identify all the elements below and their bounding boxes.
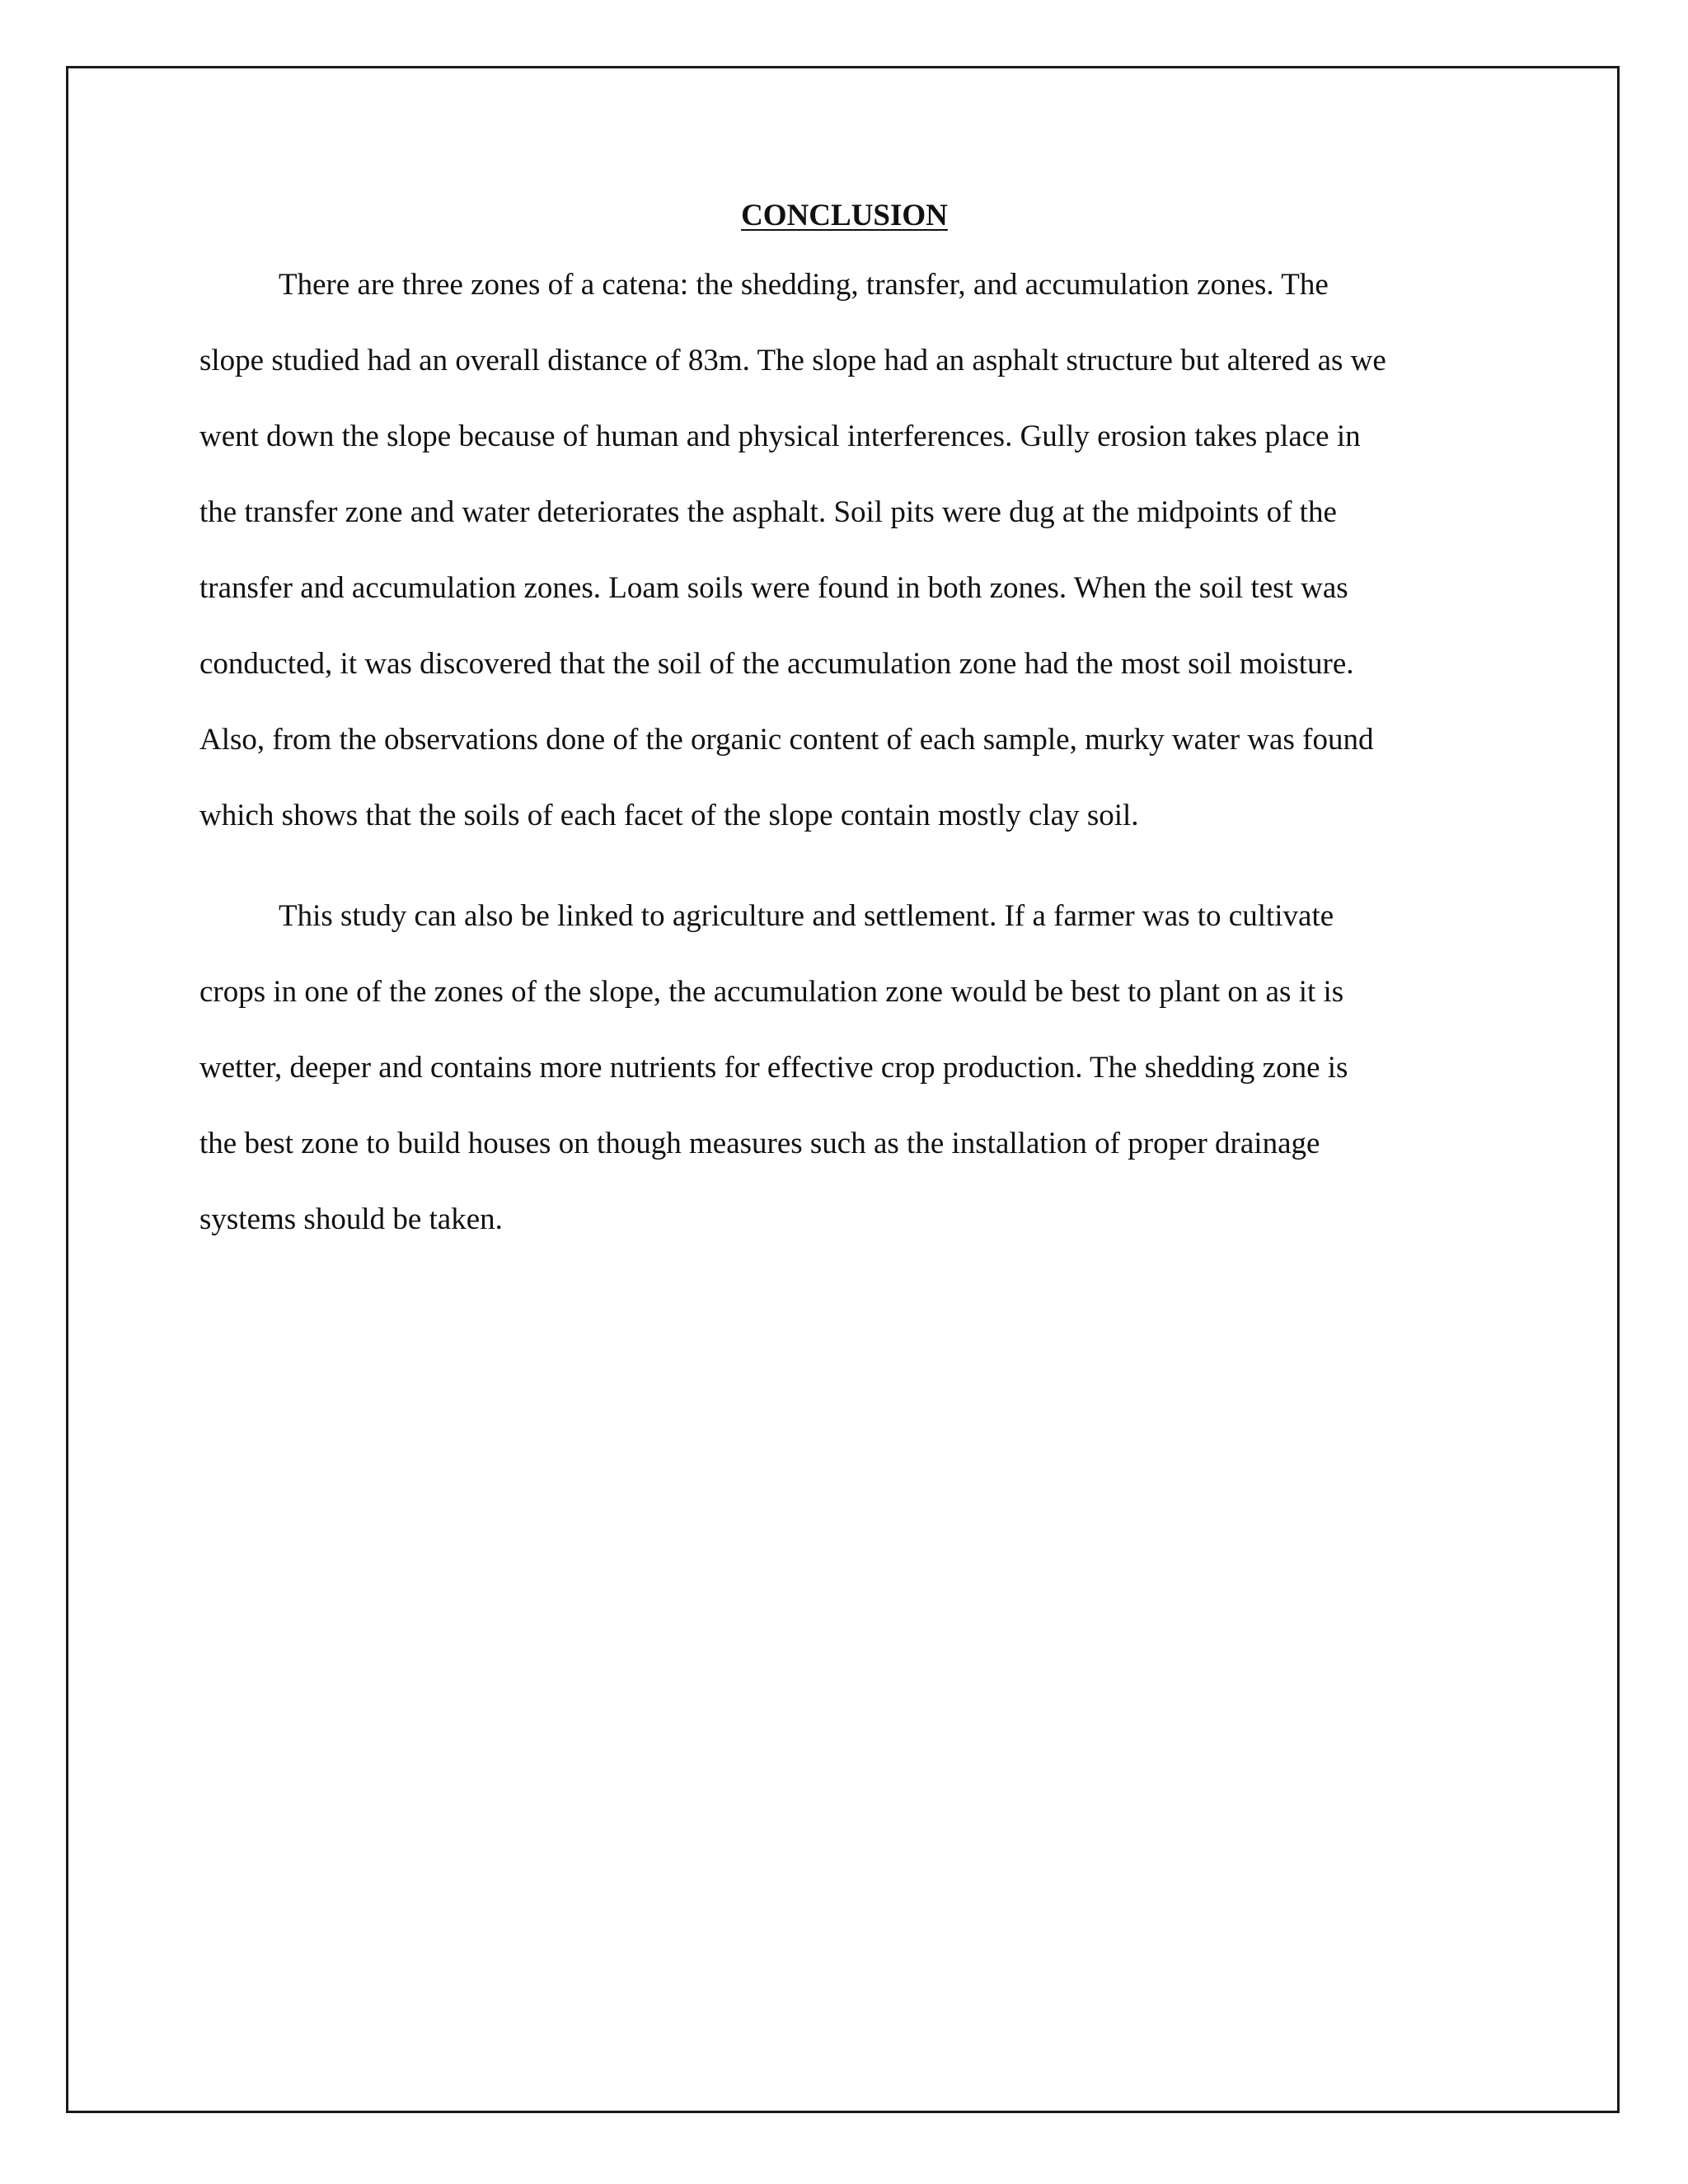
paragraph-line: Also, from the observations done of the organic content of each sample, murky water was found bbox=[199, 723, 1374, 757]
paragraph-line: crops in one of the zones of the slope, the accumulation zone would be best to plant on as it is bbox=[199, 975, 1344, 1009]
paragraph-line: wetter, deeper and contains more nutrients for effective crop production. The shedding zone is bbox=[199, 1051, 1348, 1085]
paragraph-spacer bbox=[199, 854, 1489, 879]
paragraph-line: systems should be taken. bbox=[199, 1202, 503, 1236]
paragraph-2 bbox=[199, 879, 1489, 1258]
paragraph-line: which shows that the soils of each facet of the slope contain mostly clay soil. bbox=[199, 799, 1139, 832]
paragraph-line: went down the slope because of human and physical interferences. Gully erosion takes place in bbox=[199, 419, 1361, 453]
document-body bbox=[199, 196, 1489, 1258]
paragraph-line: conducted, it was discovered that the soil of the accumulation zone had the most soil moisture. bbox=[199, 647, 1354, 681]
paragraph-line: slope studied had an overall distance of 83m. The slope had an asphalt structure but altered as we bbox=[199, 344, 1386, 377]
paragraph-line: transfer and accumulation zones. Loam soils were found in both zones. When the soil test was bbox=[199, 571, 1348, 605]
paragraph-line: the best zone to build houses on though measures such as the installation of proper drainage bbox=[199, 1127, 1320, 1160]
document-title: CONCLUSION bbox=[741, 199, 948, 232]
paragraph-line: There are three zones of a catena: the shedding, transfer, and accumulation zones. The bbox=[279, 268, 1329, 302]
paragraph-1 bbox=[199, 247, 1489, 854]
paragraph-line: This study can also be linked to agriculture and settlement. If a farmer was to cultivate bbox=[279, 899, 1334, 933]
paragraph-line: the transfer zone and water deteriorates the asphalt. Soil pits were dug at the midpoints of the bbox=[199, 495, 1337, 529]
